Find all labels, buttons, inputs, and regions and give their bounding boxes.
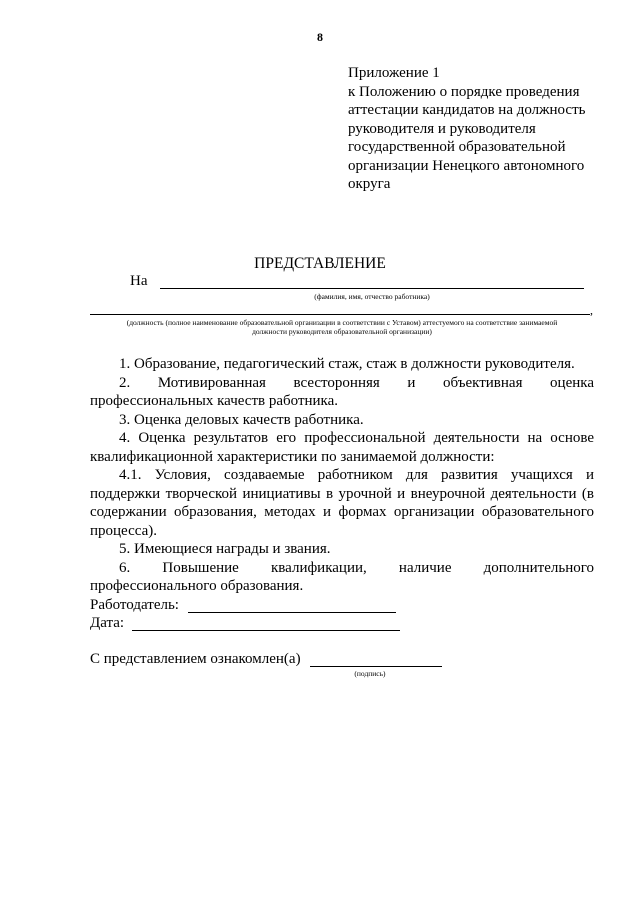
list-item: 3. Оценка деловых качеств работника. xyxy=(119,411,364,428)
comma: , xyxy=(590,303,593,317)
appendix-line: руководителя и руководителя xyxy=(348,120,536,137)
position-note-1: (должность (полное наименование образовательной организации в соответствии с Уставом) аттестуемого на соответствие занимаемой xyxy=(126,318,558,327)
name-blank-line xyxy=(160,288,584,289)
signature-note: (подпись) xyxy=(354,669,386,678)
date-label: Дата: xyxy=(90,615,125,631)
appendix-line: к Положению о порядке проведения xyxy=(348,83,580,100)
appendix-line: организации Ненецкого автономного xyxy=(348,157,585,174)
list-item: 2. Мотивированная всесторонняя и объективная оценка профессиональных качеств работника. xyxy=(90,374,594,409)
document-title: ПРЕДСТАВЛЕНИЕ xyxy=(254,255,386,272)
position-note-2: должности руководителя образовательной организации) xyxy=(252,327,432,336)
appendix-line: аттестации кандидатов на должность xyxy=(348,102,586,118)
list-item: 5. Имеющиеся награды и звания. xyxy=(119,541,331,557)
employer-label: Работодатель: xyxy=(90,597,179,613)
appendix-header xyxy=(348,64,608,194)
position-blank-line xyxy=(90,314,590,315)
list-item: 4.1. Условия, создаваемые работником для развития учащихся и поддержки творческой инициативы в урочной и внеурочной деятельности (в содержании образования, методах и формах организации образовательного процесса). xyxy=(90,467,594,539)
appendix-line: государственной образовательной xyxy=(348,139,566,155)
date-blank-line xyxy=(132,630,400,631)
signature-blank-line xyxy=(310,666,442,667)
appendix-line: округа xyxy=(348,176,391,192)
list-item: 6. Повышение квалификации, наличие дополнительного профессионального образования. xyxy=(90,559,594,594)
page-number: 8 xyxy=(317,30,323,44)
items-list xyxy=(90,355,594,596)
list-item: 1. Образование, педагогический стаж, стаж в должности руководителя. xyxy=(119,356,575,372)
employer-blank-line xyxy=(188,612,396,613)
list-item: 4. Оценка результатов его профессиональной деятельности на основе квалификационной характеристики по занимаемой должности: xyxy=(90,430,594,465)
acquainted-label: С представлением ознакомлен(а) xyxy=(90,651,301,667)
na-label: На xyxy=(130,273,148,289)
name-note: (фамилия, имя, отчество работника) xyxy=(314,292,430,301)
appendix-line: Приложение 1 xyxy=(348,65,440,81)
